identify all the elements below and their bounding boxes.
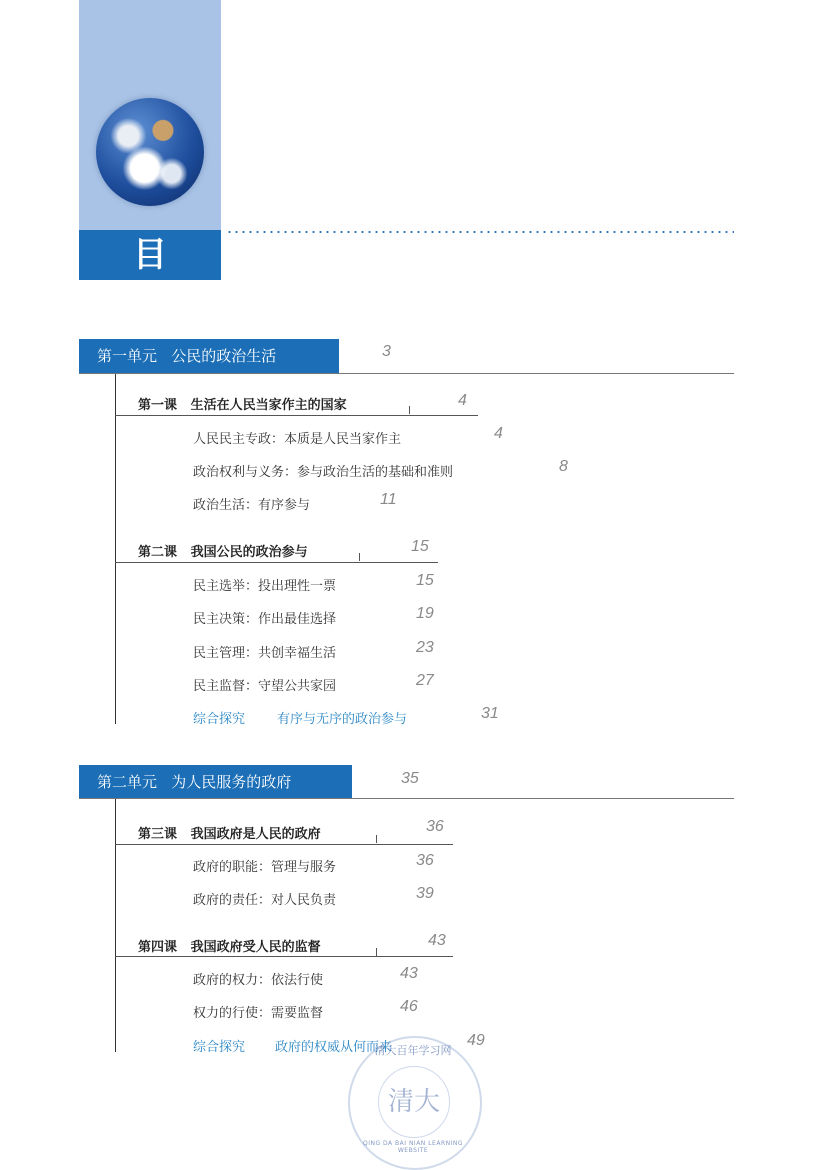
explore-page: 31 (481, 705, 499, 722)
unit-1-vertical-rule (115, 374, 116, 724)
watermark-bottom-text: QING DA BAI NIAN LEARNING WEBSITE (362, 1140, 464, 1154)
toc-item-page: 46 (400, 998, 418, 1015)
toc-item[interactable]: 人民民主专政：本质是人民当家作主 (193, 432, 402, 447)
toc-item-page: 15 (416, 572, 434, 589)
lesson-2-tick (359, 553, 360, 561)
globe-image (96, 98, 204, 206)
toc-item[interactable]: 政治权利与义务：参与政治生活的基础和准则 (193, 465, 454, 480)
lesson-2-title[interactable]: 第二课 我国公民的政治参与 (138, 545, 308, 560)
toc-item[interactable]: 政治生活：有序参与 (193, 498, 311, 513)
toc-item-page: 4 (494, 425, 503, 442)
toc-item[interactable]: 民主决策：作出最佳选择 (193, 612, 337, 627)
explore-tag[interactable]: 综合探究 (193, 712, 246, 727)
unit-1-rule (79, 373, 734, 374)
lesson-2-page: 15 (411, 538, 429, 555)
toc-item[interactable]: 民主选举：投出理性一票 (193, 579, 337, 594)
lesson-3-tick (376, 835, 377, 843)
toc-item[interactable]: 政府的职能：管理与服务 (193, 860, 337, 875)
unit-2-vertical-rule (115, 799, 116, 1052)
watermark-center: 清大 (378, 1066, 450, 1138)
dotted-divider (226, 231, 734, 233)
toc-item[interactable]: 权力的行使：需要监督 (193, 1006, 324, 1021)
lesson-3-page: 36 (426, 818, 444, 835)
toc-item-page: 39 (416, 885, 434, 902)
lesson-4-title[interactable]: 第四课 我国政府受人民的监督 (138, 940, 321, 955)
toc-item-page: 19 (416, 605, 434, 622)
unit-1-title[interactable]: 第一单元 公民的政治生活 (97, 347, 277, 365)
toc-item-page: 36 (416, 852, 434, 869)
lesson-1-page: 4 (458, 392, 467, 409)
toc-item-page: 27 (416, 672, 434, 689)
explore-title[interactable]: 有序与无序的政治参与 (277, 712, 408, 727)
toc-item-page: 23 (416, 639, 434, 656)
unit-2-rule (79, 798, 734, 799)
toc-item[interactable]: 政府的权力：依法行使 (193, 973, 324, 988)
lesson-1-title[interactable]: 第一课 生活在人民当家作主的国家 (138, 398, 347, 413)
toc-item[interactable]: 民主管理：共创幸福生活 (193, 646, 337, 661)
unit-2-page: 35 (401, 770, 419, 787)
explore-title[interactable]: 政府的权威从何而来 (275, 1040, 393, 1055)
page-title: 目 录 (123, 235, 187, 321)
toc-item-page: 8 (559, 458, 568, 475)
toc-item-page: 11 (380, 491, 397, 508)
unit-1-page: 3 (382, 343, 391, 360)
toc-item[interactable]: 民主监督：守望公共家园 (193, 679, 337, 694)
lesson-4-page: 43 (428, 932, 446, 949)
watermark-top-text: 清大百年学习网 (374, 1044, 452, 1057)
lesson-3-title[interactable]: 第三课 我国政府是人民的政府 (138, 827, 321, 842)
explore-page: 49 (467, 1032, 485, 1049)
lesson-1-tick (409, 406, 410, 414)
toc-item-page: 43 (400, 965, 418, 982)
lesson-3-rule (115, 844, 453, 845)
lesson-4-rule (115, 956, 453, 957)
lesson-2-rule (115, 562, 438, 563)
unit-2-title[interactable]: 第二单元 为人民服务的政府 (97, 773, 292, 791)
lesson-4-tick (376, 948, 377, 956)
toc-item[interactable]: 政府的责任：对人民负责 (193, 893, 337, 908)
explore-tag[interactable]: 综合探究 (193, 1040, 246, 1055)
lesson-1-rule (115, 415, 478, 416)
